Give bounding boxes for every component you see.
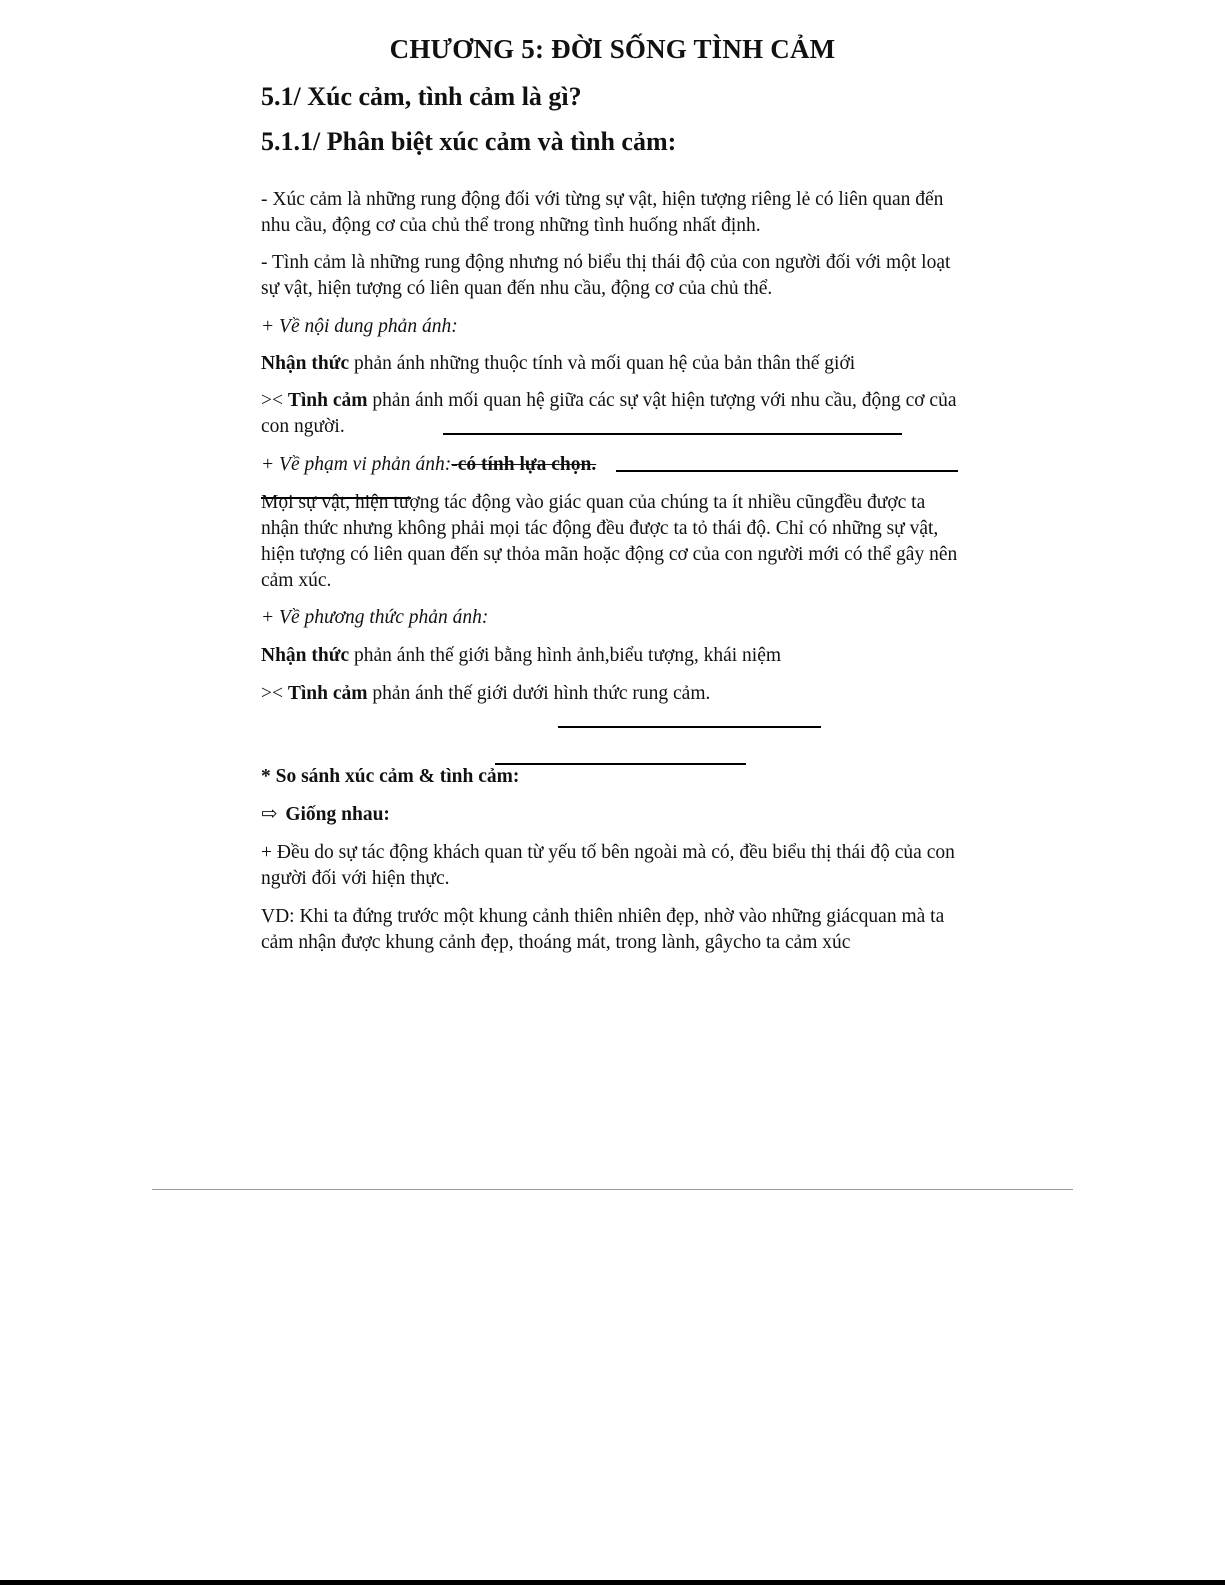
term-nhan-thuc: Nhận thức xyxy=(261,645,350,666)
contrast-symbol: >< xyxy=(261,390,283,411)
bottom-edge xyxy=(0,1580,1225,1585)
paragraph-nhan-thuc-noi-dung xyxy=(261,351,961,377)
arrow-right-icon: ⇨ xyxy=(261,804,278,825)
heading-pham-vi: + Về phạm vi phản ánh: xyxy=(261,454,452,475)
text-tinh-cam: phản ánh mối quan hệ giữa các sự vật hiện tượng với nhu cầu, động cơ của con người. xyxy=(261,390,957,437)
section-title: 5.1/ Xúc cảm, tình cảm là gì? xyxy=(261,82,582,111)
paragraph-xuc-cam: - Xúc cảm là những rung động đối với từng sự vật, hiện tượng riêng lẻ có liên quan đến nhu cầu, động cơ của chủ thể trong những tình huống nhất định. xyxy=(261,189,944,236)
paragraph-pham-vi-heading xyxy=(261,452,961,478)
heading-so-sanh: * So sánh xúc cảm & tình cảm: xyxy=(261,766,520,787)
page-divider xyxy=(152,1189,1073,1190)
heading-noi-dung: + Về nội dung phản ánh: xyxy=(261,316,458,337)
contrast-symbol: >< xyxy=(261,683,283,704)
struck-text: -có tính lựa chọn. xyxy=(451,454,597,475)
term-nhan-thuc: Nhận thức xyxy=(261,353,350,374)
chapter-title: CHƯƠNG 5: ĐỜI SỐNG TÌNH CẢM xyxy=(389,34,836,64)
text-nhan-thuc: phản ánh thế giới bằng hình ảnh,biểu tượng, khái niệm xyxy=(349,645,782,666)
paragraph-giong-nhau: + Đều do sự tác động khách quan từ yếu tố bên ngoài mà có, đều biểu thị thái độ của con người đối với hiện thực. xyxy=(261,842,955,889)
giong-nhau-label: Giống nhau: xyxy=(285,804,390,825)
paragraph-tinh-cam-phuong-thuc xyxy=(261,681,961,707)
subsection-title: 5.1.1/ Phân biệt xúc cảm và tình cảm: xyxy=(261,127,677,156)
handwritten-line xyxy=(443,433,902,435)
text-tinh-cam: phản ánh thế giới dưới hình thức rung cảm. xyxy=(367,683,711,704)
paragraph-tinh-cam: - Tình cảm là những rung động nhưng nó biểu thị thái độ của con người đối với một loạt sự vật, hiện tượng có liên quan đến nhu cầu, động cơ của chủ thể. xyxy=(261,252,951,299)
text-nhan-thuc: phản ánh những thuộc tính và mối quan hệ của bản thân thế giới xyxy=(349,353,856,374)
term-tinh-cam: Tình cảm xyxy=(287,390,368,411)
heading-phuong-thuc: + Về phương thức phản ánh: xyxy=(261,607,489,628)
paragraph-nhan-thuc-phuong-thuc xyxy=(261,643,961,669)
paragraph-example: VD: Khi ta đứng trước một khung cảnh thiên nhiên đẹp, nhờ vào những giácquan mà ta cảm nhận được khung cảnh đẹp, thoáng mát, trong lành, gâycho ta cảm xúc xyxy=(261,906,945,953)
handwritten-line xyxy=(616,470,958,472)
paragraph-pham-vi-body: Mọi sự vật, hiện tượng tác động vào giác quan của chúng ta ít nhiều cũngđều được ta nhận thức nhưng không phải mọi tác động đều được ta tỏ thái độ. Chỉ có những sự vật, hiện tượng có liên quan đến sự thỏa mãn hoặc động cơ của con người mới có thể gây nên cảm xúc. xyxy=(261,492,958,591)
heading-giong-nhau xyxy=(261,802,961,828)
handwritten-line xyxy=(558,726,821,728)
term-tinh-cam: Tình cảm xyxy=(287,683,368,704)
